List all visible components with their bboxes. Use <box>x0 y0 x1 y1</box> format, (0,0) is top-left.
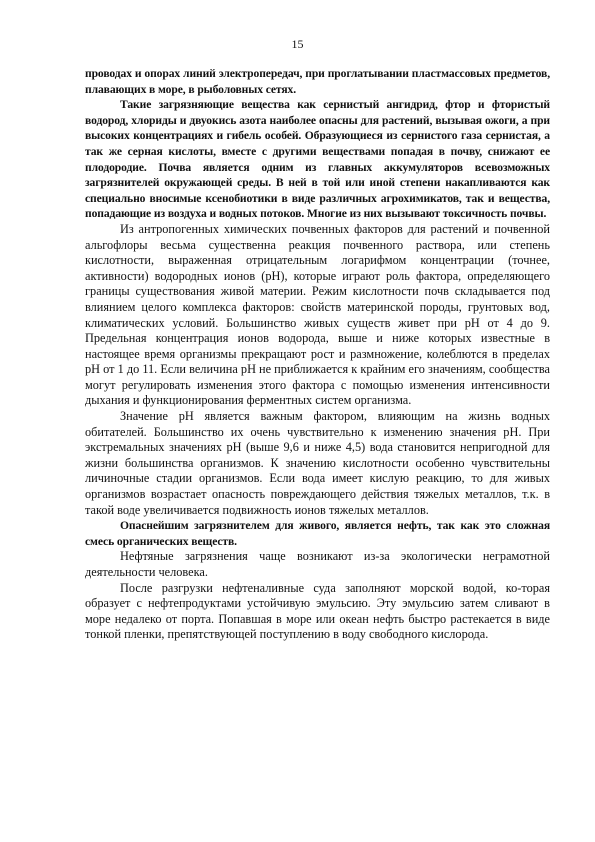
paragraph-tanker-unloading: После разгрузки нефтеналивные суда заполняют морской водой, ко-торая образует с нефтепродуктами устойчивую эмульсию. Эту эмульсию затем сливают в море недалеко от порта. Попавшая в море или океан нефть быстро растекается в виде тонкой пленки, препятствующей поступлению в воду свободного кислорода. <box>85 580 550 642</box>
paragraph-pollutants-plants: Такие загрязняющие вещества как сернистый ангидрид, фтор и фтористый водород, хлориды и двуокись азота наиболее опасны для растений, вызывая ожоги, а при высоких концентрациях и гибель особей. Образующиеся из сернистого газа сернистая, а так же серная кислоты, вместе с другими веществами попадая в почву, снижают ее плодородие. Почва является одним из главных аккумуляторов всевозможных загрязнителей окружающей среды. В ней в той или иной степени накапливаются как специально вносимые ксенобиотики в виде различных агрохимикатов, так и вещества, попадающие из воздуха и водных потоков. Многие из них вызывают токсичность почвы. <box>85 98 550 221</box>
paragraph-oil-pollutant: Опаснейшим загрязнителем для живого, является нефть, так как это сложная смесь органических веществ. <box>85 519 550 548</box>
paragraph-soil-acidity: Из антропогенных химических почвенных факторов для растений и почвенной альгофлоры весьма существенна реакция почвенного раствора, или степень кислотности, выраженная отрицательным логарифмом концентрации (точнее, активности) водородных ионов (pH), которые играют роль фактора, определяющего границы существования живой материи. Режим кислотности почв складывается под влиянием целого комплекса факторов: свойств материнской породы, грунтовых вод, климатических условий. Большинство живых существ живет при pH от 4 до 9. Предельная концентрация ионов водорода, выше и ниже которых известные в настоящее время организмы прекращают рост и размножение, колеблются в пределах pH от 1 до 11. Если величина pH не приближается к крайним его значениям, сообщества могут регулировать изменения этого фактора с помощью изменения интенсивности дыхания и функционирования ферментных систем организма. <box>85 221 550 408</box>
paragraph-oil-pollution-cause: Нефтяные загрязнения чаще возникают из-за экологически неграмотной деятельности человека. <box>85 549 550 579</box>
paragraph-water-ph: Значение pH является важным фактором, влияющим на жизнь водных обитателей. Большинство их очень чувствительно к изменению значения pH. При экстремальных значениях pH (выше 9,6 и ниже 4,5) вода становится непригодной для жизни большинства организмов. К значению кислотности особенно чувствительны личиночные стадии организмов. Если вода имеет кислую реакцию, то для живых организмов возрастает опасность повреждающего действия тяжелых металлов, т.к. в такой воде увеличивается подвижность ионов тяжелых металлов. <box>85 409 550 517</box>
paragraph-continuation: проводах и опорах линий электропередач, при проглатывании пластмассовых предметов, плавающих в море, в рыболовных сетях. <box>85 67 550 96</box>
body-text <box>85 66 550 643</box>
page-number: 15 <box>291 37 304 51</box>
